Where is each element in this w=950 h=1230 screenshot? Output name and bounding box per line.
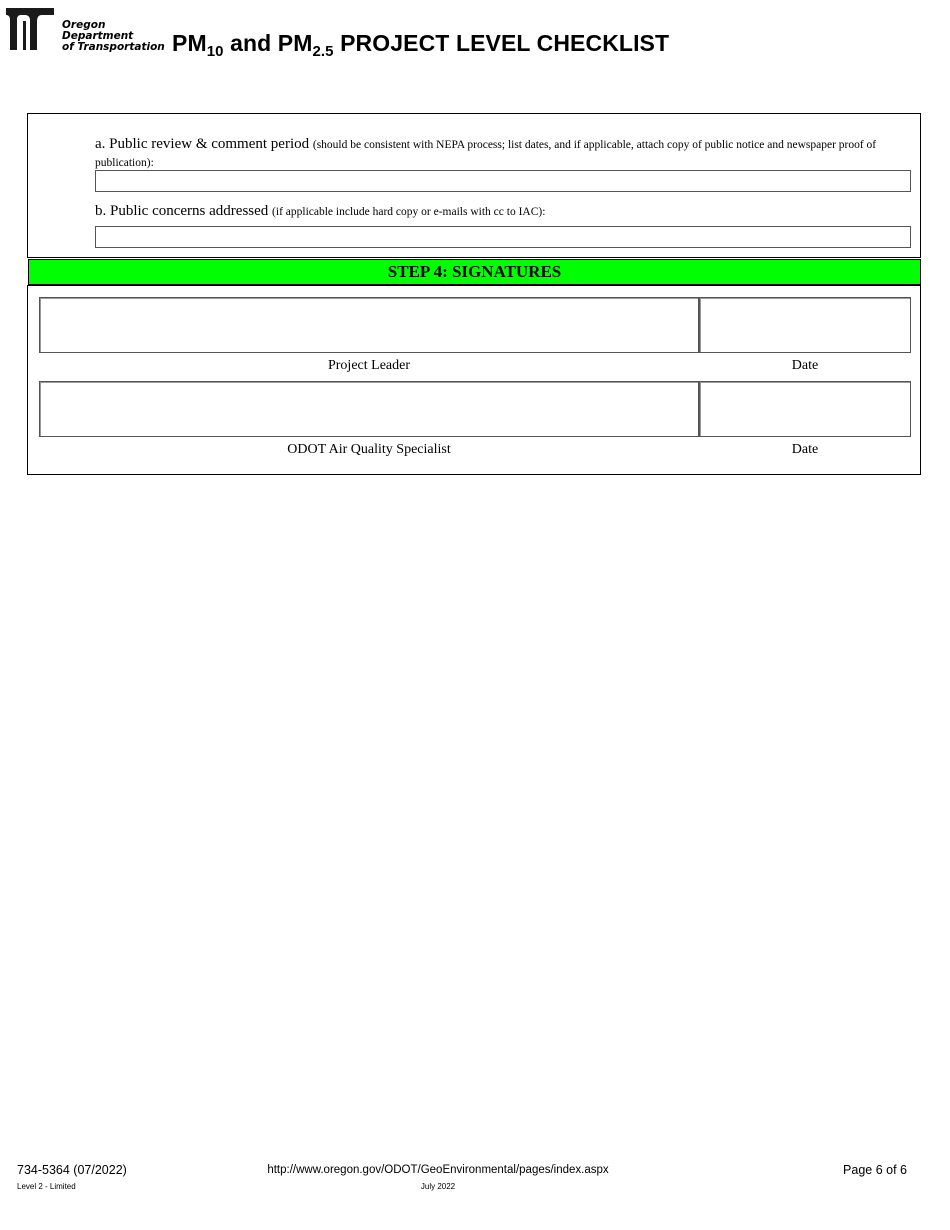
footer-url: http://www.oregon.gov/ODOT/GeoEnvironmental/pages/index.aspx (267, 1164, 609, 1176)
item-b-note: (if applicable include hard copy or e-mails with cc to IAC): (272, 206, 546, 218)
org-line2: Department (62, 30, 134, 42)
aq-specialist-date-field[interactable] (699, 381, 911, 437)
org-name (62, 20, 165, 53)
title-rest: PROJECT LEVEL CHECKLIST (333, 30, 670, 56)
item-a-label: Public review & comment period (109, 136, 310, 152)
item-b-label: Public concerns addressed (110, 203, 269, 219)
title-pm: PM (172, 30, 207, 56)
signatures-section (27, 285, 921, 475)
title-sub-25: 2.5 (312, 43, 334, 60)
public-concerns-field[interactable] (95, 226, 911, 248)
item-a-text (95, 136, 905, 172)
public-involvement-section (27, 113, 921, 258)
item-b-text (95, 203, 905, 221)
odot-logo-icon (4, 4, 56, 52)
title-and: and PM (223, 30, 313, 56)
item-a-prefix: a. (95, 136, 106, 152)
org-line3: of Transportation (62, 41, 165, 53)
page-number: Page 6 of 6 (843, 1163, 907, 1177)
access-level: Level 2 - Limited (17, 1182, 76, 1191)
item-a-note: (should be consistent with NEPA process; list dates, and if applicable, attach copy of public notice and newspaper proof of publication): (95, 139, 877, 169)
step4-header: STEP 4: SIGNATURES (28, 259, 921, 285)
project-leader-label: Project Leader (327, 358, 410, 373)
aq-specialist-signature-field[interactable] (39, 381, 699, 437)
form-number: 734-5364 (07/2022) (17, 1163, 127, 1177)
public-review-field[interactable] (95, 170, 911, 192)
footer-date: July 2022 (420, 1182, 456, 1191)
project-leader-date-label: Date (791, 358, 819, 373)
project-leader-signature-field[interactable] (39, 297, 699, 353)
aq-specialist-date-label: Date (791, 442, 819, 457)
project-leader-date-field[interactable] (699, 297, 911, 353)
title-sub-10: 10 (206, 43, 224, 60)
item-b-prefix: b. (95, 203, 107, 219)
page-title (172, 30, 670, 60)
org-line1: Oregon (62, 19, 106, 31)
aq-specialist-label: ODOT Air Quality Specialist (287, 442, 451, 457)
